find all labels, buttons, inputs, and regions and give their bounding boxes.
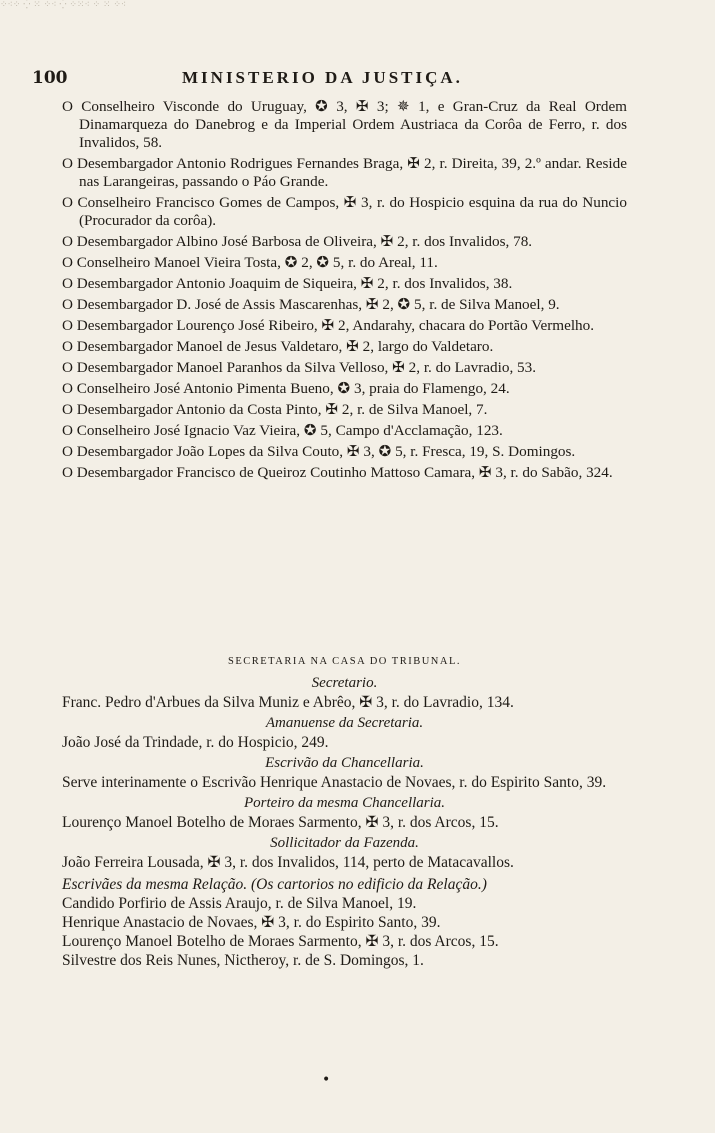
page-speckle-decoration: ⁘⁖⁘ ⁛ ⁙ ⁘⁖ ⁛ ⁘⁙⁖ ⁘ ⁙ ⁘⁖	[0, 0, 127, 10]
escrivaes-heading: Escrivães da mesma Relação. (Os cartorios no edificio da Relação.)	[62, 876, 487, 893]
entry: O Desembargador Albino José Barbosa de Oliveira, ✠ 2, r. dos Invalidos, 78.	[62, 233, 533, 250]
entry: O Desembargador Lourenço José Ribeiro, ✠ 2, Andarahy, chacara do Portão Vermelho.	[62, 317, 595, 334]
escrivao-entry: Lourenço Manoel Botelho de Moraes Sarmento, ✠ 3, r. dos Arcos, 15.	[62, 933, 499, 950]
footer-mark: •	[322, 1072, 331, 1088]
role-title: Sollicitador da Fazenda.	[270, 835, 419, 851]
role-title: Escrivão da Chancellaria.	[265, 755, 424, 771]
entry: O Conselheiro José Antonio Pimenta Bueno, ✪ 3, praia do Flamengo, 24.	[62, 380, 510, 397]
entry: O Conselheiro Visconde do Uruguay, ✪ 3, ✠ 3; ✵ 1, e Gran-Cruz da Real Ordem Dinamarqueza do Danebrog e da Imperial Ordem Austriaca da Corôa de Ferro, r. dos Invalidos, 58.	[62, 98, 627, 151]
entry: O Conselheiro Manoel Vieira Tosta, ✪ 2, ✪ 5, r. do Areal, 11.	[62, 254, 438, 271]
entry: O Desembargador Manoel de Jesus Valdetaro, ✠ 2, largo do Valdetaro.	[62, 338, 494, 355]
escrivao-entry: Henrique Anastacio de Novaes, ✠ 3, r. do Espirito Santo, 39.	[62, 914, 441, 931]
entry: O Desembargador Manoel Paranhos da Silva Velloso, ✠ 2, r. do Lavradio, 53.	[62, 359, 537, 376]
entry: O Desembargador D. José de Assis Mascarenhas, ✠ 2, ✪ 5, r. de Silva Manoel, 9.	[62, 296, 560, 313]
entry: O Desembargador João Lopes da Silva Couto, ✠ 3, ✪ 5, r. Fresca, 19, S. Domingos.	[62, 443, 576, 460]
role-title: Porteiro da mesma Chancellaria.	[243, 795, 446, 811]
entry: O Desembargador Antonio Joaquim de Siqueira, ✠ 2, r. dos Invalidos, 38.	[62, 275, 513, 292]
entry: O Conselheiro José Ignacio Vaz Vieira, ✪ 5, Campo d'Acclamação, 123.	[62, 422, 503, 439]
page-title: MINISTERIO DA JUSTIÇA.	[182, 68, 463, 87]
entry: O Desembargador Antonio da Costa Pinto, ✠ 2, r. de Silva Manoel, 7.	[62, 401, 488, 418]
escrivao-entry: Candido Porfirio de Assis Araujo, r. de Silva Manoel, 19.	[62, 895, 417, 912]
escrivao-entry: Silvestre dos Reis Nunes, Nictheroy, r. de S. Domingos, 1.	[62, 952, 424, 969]
secretaria-section	[62, 672, 627, 971]
entry: O Desembargador Antonio Rodrigues Fernandes Braga, ✠ 2, r. Direita, 39, 2.º andar. Reside nas Larangeiras, passando o Páo Grande.	[62, 155, 627, 190]
entry: O Conselheiro Francisco Gomes de Campos, ✠ 3, r. do Hospicio esquina da rua do Nuncio (Procurador da corôa).	[62, 194, 627, 229]
person-entry: Serve interinamente o Escrivão Henrique Anastacio de Novaes, r. do Espirito Santo, 39.	[62, 774, 607, 791]
page-header	[32, 68, 632, 92]
person-entry: João José da Trindade, r. do Hospicio, 249.	[62, 734, 329, 751]
page-number: 100	[32, 68, 68, 88]
person-entry: Franc. Pedro d'Arbues da Silva Muniz e Abrêo, ✠ 3, r. do Lavradio, 134.	[62, 694, 514, 711]
entry: O Desembargador Francisco de Queiroz Coutinho Mattoso Camara, ✠ 3, r. do Sabão, 324.	[62, 464, 613, 481]
role-title: Secretario.	[311, 675, 378, 691]
person-entry: Lourenço Manoel Botelho de Moraes Sarmento, ✠ 3, r. dos Arcos, 15.	[62, 814, 499, 831]
section-heading: SECRETARIA NA CASA DO TRIBUNAL.	[227, 656, 462, 667]
role-title: Amanuense da Secretaria.	[265, 715, 424, 731]
entries-list	[62, 98, 627, 485]
person-entry: João Ferreira Lousada, ✠ 3, r. dos Invalidos, 114, perto de Matacavallos.	[62, 854, 514, 871]
